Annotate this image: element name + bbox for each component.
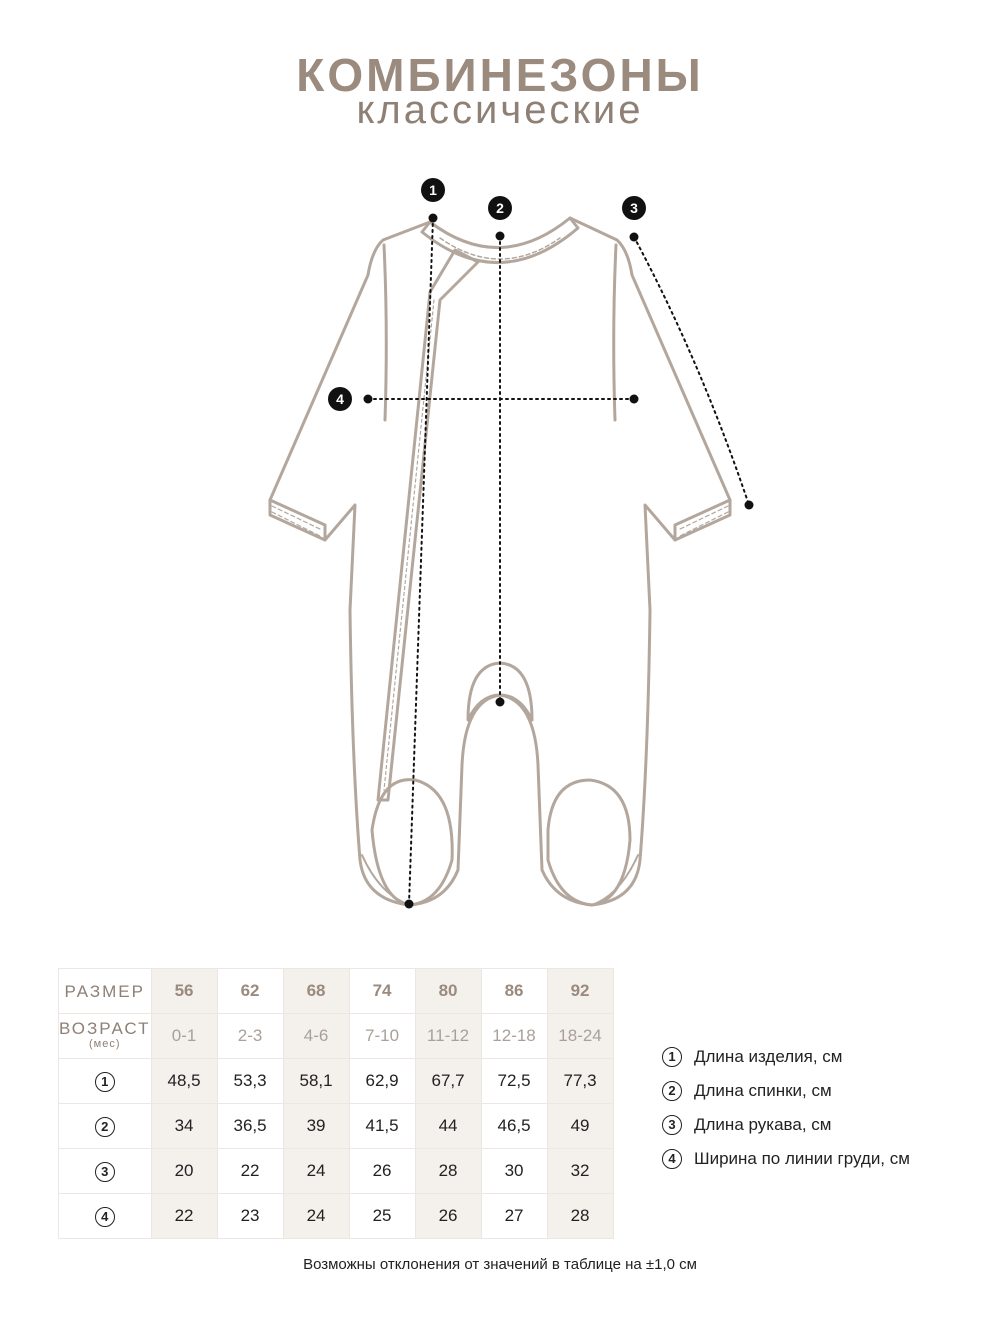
value-cell: 23 [217, 1194, 283, 1239]
size-label: РАЗМЕР [59, 969, 152, 1014]
age-cell: 11-12 [415, 1014, 481, 1059]
age-unit: (мес) [89, 1037, 121, 1050]
size-cell: 86 [481, 969, 547, 1014]
value-cell: 58,1 [283, 1059, 349, 1104]
legend-label: Длина изделия, см [694, 1047, 843, 1066]
age-cell: 2-3 [217, 1014, 283, 1059]
value-cell: 44 [415, 1104, 481, 1149]
value-cell: 39 [283, 1104, 349, 1149]
svg-text:3: 3 [630, 200, 638, 216]
svg-text:4: 4 [336, 391, 344, 407]
value-cell: 24 [283, 1194, 349, 1239]
table-row [59, 1059, 614, 1104]
size-cell: 62 [217, 969, 283, 1014]
marker-4-icon [328, 387, 352, 411]
value-cell: 41,5 [349, 1104, 415, 1149]
marker-2-icon [488, 196, 512, 220]
value-cell: 53,3 [217, 1059, 283, 1104]
marker-1-icon [421, 178, 445, 202]
value-cell: 22 [217, 1149, 283, 1194]
value-cell: 46,5 [481, 1104, 547, 1149]
legend [662, 1040, 910, 1176]
value-cell: 77,3 [547, 1059, 613, 1104]
marker-1-icon: 1 [95, 1072, 115, 1092]
table-row [59, 1194, 614, 1239]
legend-item [662, 1108, 910, 1142]
value-cell: 25 [349, 1194, 415, 1239]
svg-text:2: 2 [496, 200, 504, 216]
legend-label: Длина рукава, см [694, 1115, 832, 1134]
age-cell: 18-24 [547, 1014, 613, 1059]
legend-label: Длина спинки, см [694, 1081, 832, 1100]
value-cell: 28 [547, 1194, 613, 1239]
page-title: КОМБИНЕЗОНЫ [296, 49, 704, 101]
legend-item [662, 1074, 910, 1108]
value-cell: 30 [481, 1149, 547, 1194]
value-cell: 48,5 [151, 1059, 217, 1104]
marker-2-icon: 2 [662, 1081, 682, 1101]
marker-2-icon: 2 [95, 1117, 115, 1137]
size-cell: 56 [151, 969, 217, 1014]
age-cell: 4-6 [283, 1014, 349, 1059]
page-subtitle: классические [356, 88, 644, 132]
marker-3-icon: 3 [95, 1162, 115, 1182]
marker-3-icon [622, 196, 646, 220]
table-row-size [59, 969, 614, 1014]
row-marker [59, 1194, 152, 1239]
value-cell: 62,9 [349, 1059, 415, 1104]
value-cell: 27 [481, 1194, 547, 1239]
legend-label: Ширина по линии груди, см [694, 1149, 910, 1168]
row-marker [59, 1149, 152, 1194]
value-cell: 67,7 [415, 1059, 481, 1104]
size-cell: 74 [349, 969, 415, 1014]
legend-item [662, 1040, 910, 1074]
age-cell: 7-10 [349, 1014, 415, 1059]
value-cell: 32 [547, 1149, 613, 1194]
tolerance-note: Возможны отклонения от значений в таблице на ±1,0 см [303, 1256, 697, 1273]
table-row [59, 1149, 614, 1194]
size-cell: 68 [283, 969, 349, 1014]
value-cell: 72,5 [481, 1059, 547, 1104]
legend-item [662, 1142, 910, 1176]
value-cell: 24 [283, 1149, 349, 1194]
row-marker [59, 1059, 152, 1104]
age-cell: 12-18 [481, 1014, 547, 1059]
age-cell: 0-1 [151, 1014, 217, 1059]
row-marker [59, 1104, 152, 1149]
sleeve-length-line [634, 237, 749, 505]
table-row-age [59, 1014, 614, 1059]
age-label-text: ВОЗРАСТ [59, 1018, 151, 1038]
value-cell: 22 [151, 1194, 217, 1239]
value-cell: 28 [415, 1149, 481, 1194]
size-cell: 92 [547, 969, 613, 1014]
value-cell: 20 [151, 1149, 217, 1194]
value-cell: 49 [547, 1104, 613, 1149]
size-table [58, 968, 614, 1239]
marker-3-icon: 3 [662, 1115, 682, 1135]
value-cell: 34 [151, 1104, 217, 1149]
marker-4-icon: 4 [662, 1149, 682, 1169]
marker-4-icon: 4 [95, 1207, 115, 1227]
table-row [59, 1104, 614, 1149]
value-cell: 26 [415, 1194, 481, 1239]
value-cell: 36,5 [217, 1104, 283, 1149]
svg-text:1: 1 [429, 182, 437, 198]
marker-1-icon: 1 [662, 1047, 682, 1067]
age-label [59, 1014, 152, 1059]
value-cell: 26 [349, 1149, 415, 1194]
size-cell: 80 [415, 969, 481, 1014]
